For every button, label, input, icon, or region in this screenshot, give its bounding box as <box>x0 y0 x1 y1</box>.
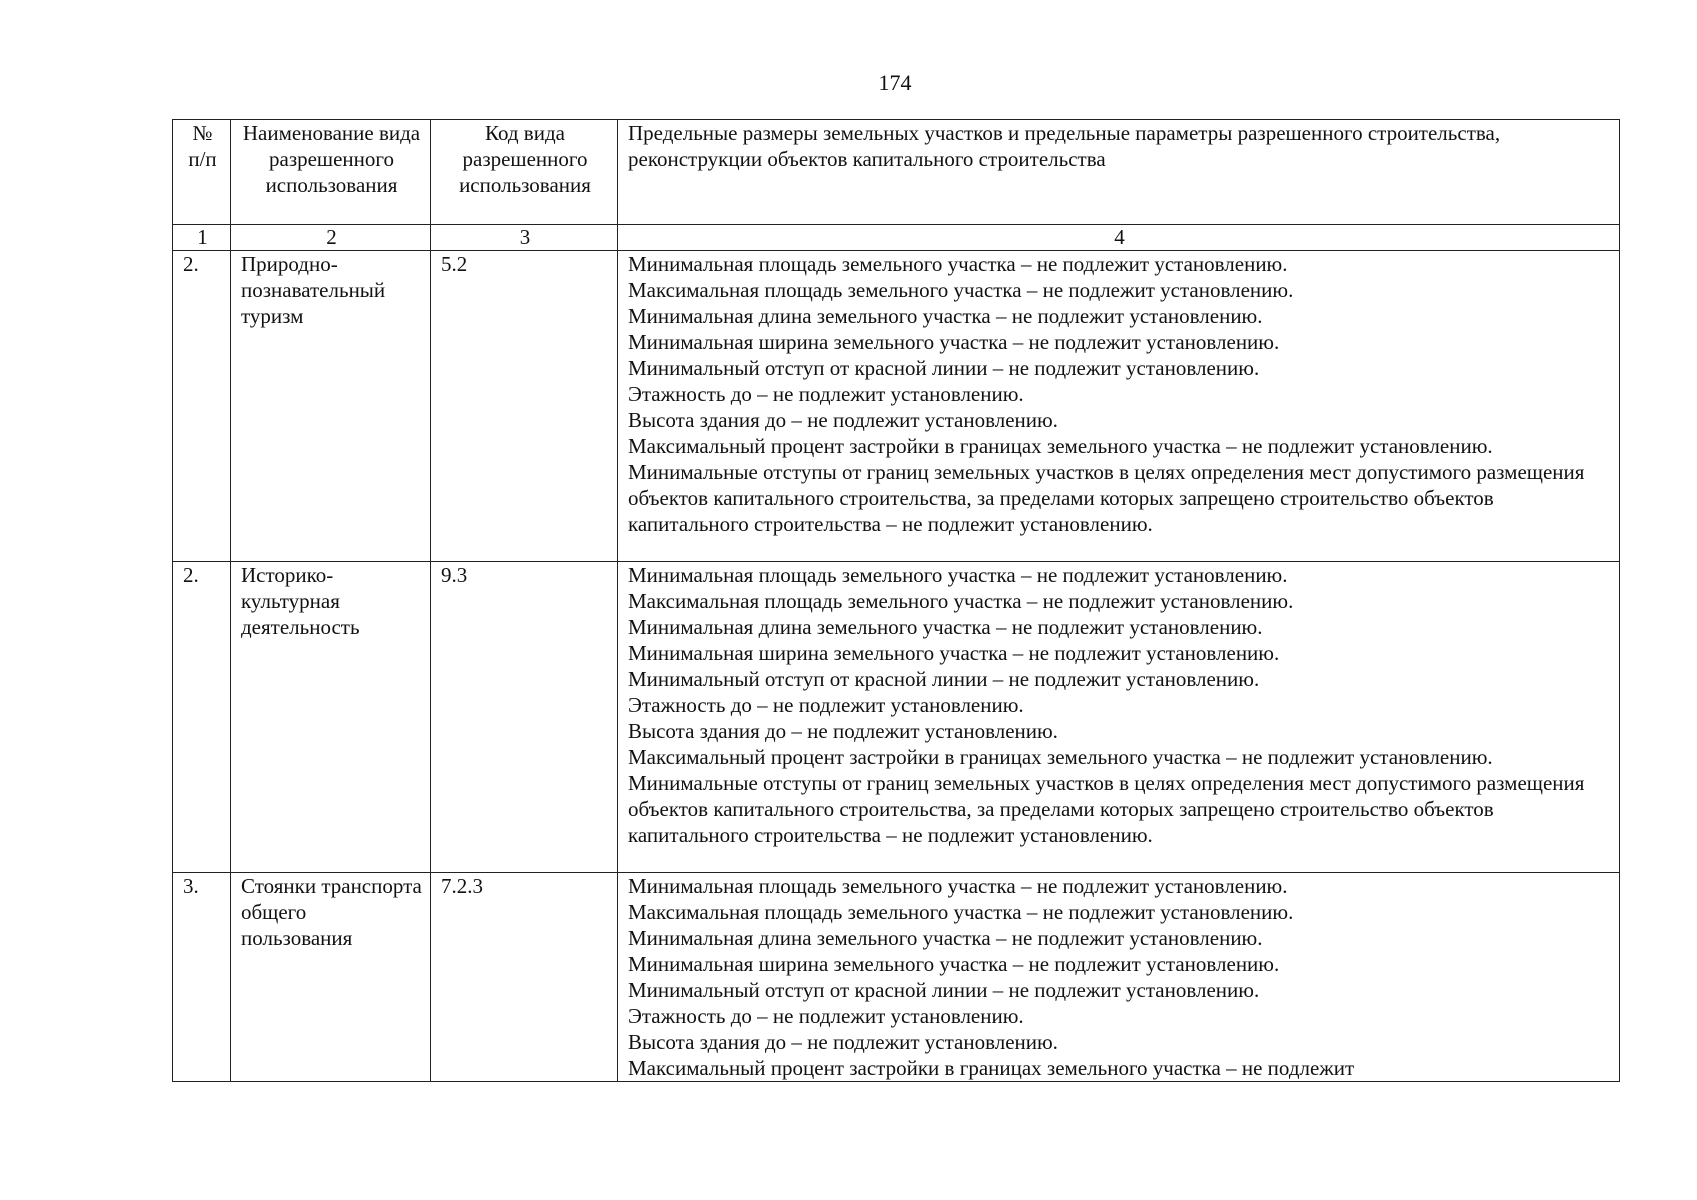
column-index-3: 3 <box>431 225 618 251</box>
param-line: Минимальная длина земельного участка – не подлежит установлению. <box>628 304 1263 328</box>
param-line: Минимальная площадь земельного участка – не подлежит установлению. <box>628 563 1288 587</box>
table-header-row <box>173 120 1620 225</box>
table-row <box>173 562 1620 873</box>
row-num: 2. <box>173 562 231 873</box>
param-line: Максимальная площадь земельного участка – не подлежит установлению. <box>628 900 1294 924</box>
param-line: Минимальный отступ от красной линии – не подлежит установлению. <box>628 356 1260 380</box>
page-number: 174 <box>878 70 912 95</box>
row-params <box>618 873 1620 1082</box>
table-row <box>173 251 1620 562</box>
param-line: Минимальная площадь земельного участка – не подлежит установлению. <box>628 252 1288 276</box>
param-line: Этажность до – не подлежит установлению. <box>628 382 1024 406</box>
param-line: Высота здания до – не подлежит установлению. <box>628 1030 1058 1054</box>
row-code: 7.2.3 <box>431 873 618 1082</box>
row-params <box>618 251 1620 562</box>
param-line: Высота здания до – не подлежит установлению. <box>628 408 1058 432</box>
row-params <box>618 562 1620 873</box>
param-line: Минимальные отступы от границ земельных участков в целях определения мест допустимого размещения объектов капитального строительства, за пределами которых запрещено строительство объектов капитального строительства – не подлежит установлению. <box>628 771 1585 847</box>
param-line: Минимальная площадь земельного участка – не подлежит установлению. <box>628 874 1288 898</box>
param-line: Максимальная площадь земельного участка – не подлежит установлению. <box>628 589 1294 613</box>
land-use-parameters-table <box>172 119 1620 1082</box>
param-line: Минимальная длина земельного участка – не подлежит установлению. <box>628 926 1263 950</box>
column-index-2: 2 <box>231 225 431 251</box>
param-line: Высота здания до – не подлежит установлению. <box>628 719 1058 743</box>
param-line: Максимальный процент застройки в границах земельного участка – не подлежит установлению. <box>628 745 1493 769</box>
header-params: Предельные размеры земельных участков и предельные параметры разрешенного строительства, реконструкции объектов капитального строительства <box>618 120 1620 225</box>
row-name: Природно-познавательный туризм <box>231 251 431 562</box>
param-line: Минимальный отступ от красной линии – не подлежит установлению. <box>628 978 1260 1002</box>
param-line: Этажность до – не подлежит установлению. <box>628 693 1024 717</box>
param-line: Этажность до – не подлежит установлению. <box>628 1004 1024 1028</box>
param-line: Минимальная ширина земельного участка – не подлежит установлению. <box>628 330 1280 354</box>
header-code: Код вида разрешенного использования <box>431 120 618 225</box>
param-line: Минимальная длина земельного участка – не подлежит установлению. <box>628 615 1263 639</box>
column-index-row <box>173 225 1620 251</box>
header-num: № п/п <box>173 120 231 225</box>
param-line: Максимальная площадь земельного участка – не подлежит установлению. <box>628 278 1294 302</box>
param-line: Минимальная ширина земельного участка – не подлежит установлению. <box>628 641 1280 665</box>
row-num: 2. <box>173 251 231 562</box>
param-line: Максимальный процент застройки в границах земельного участка – не подлежит установлению. <box>628 434 1493 458</box>
param-line: Минимальный отступ от красной линии – не подлежит установлению. <box>628 667 1260 691</box>
row-code: 9.3 <box>431 562 618 873</box>
row-code: 5.2 <box>431 251 618 562</box>
row-num: 3. <box>173 873 231 1082</box>
row-name: Стоянки транспорта общего пользования <box>231 873 431 1082</box>
param-line: Минимальные отступы от границ земельных участков в целях определения мест допустимого размещения объектов капитального строительства, за пределами которых запрещено строительство объектов капитального строительства – не подлежит установлению. <box>628 460 1585 536</box>
param-line: Максимальный процент застройки в границах земельного участка – не подлежит <box>628 1056 1355 1080</box>
table-row <box>173 873 1620 1082</box>
column-index-1: 1 <box>173 225 231 251</box>
column-index-4: 4 <box>618 225 1620 251</box>
row-name: Историко-культурная деятельность <box>231 562 431 873</box>
param-line: Минимальная ширина земельного участка – не подлежит установлению. <box>628 952 1280 976</box>
header-name: Наименование вида разрешенного использования <box>231 120 431 225</box>
